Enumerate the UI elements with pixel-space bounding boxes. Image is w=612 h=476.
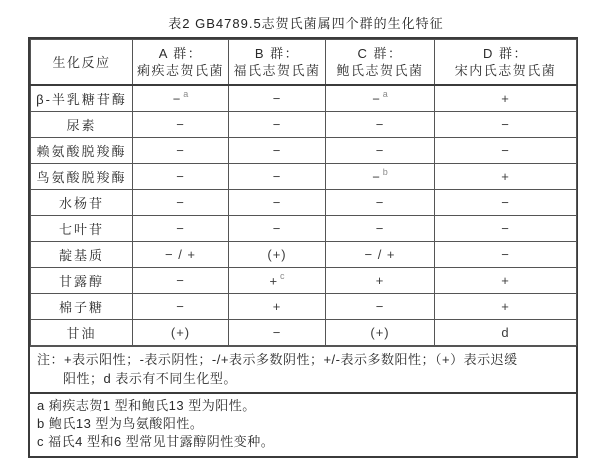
cell-value: − $^a$ <box>326 85 435 111</box>
table-note <box>30 346 576 392</box>
footnote-b: b 鲍氏13 型为鸟氨酸阳性。 <box>37 415 204 431</box>
footnote-marker: c <box>280 270 285 281</box>
cell-value: − <box>435 215 577 241</box>
cell-value: + <box>435 163 577 189</box>
col-header-group-b <box>229 40 326 86</box>
cell-value: − <box>435 189 577 215</box>
cell-value: − <box>133 267 229 293</box>
cell-value: − <box>133 189 229 215</box>
cell-value: − <box>229 163 326 189</box>
table-row <box>31 189 577 215</box>
row-label: 靛基质 <box>31 241 133 267</box>
col-header-group-d <box>435 40 577 86</box>
group-d-title: D 群： <box>482 46 528 61</box>
cell-value: − / + <box>326 241 435 267</box>
table-row <box>31 163 577 189</box>
table-row <box>31 267 577 293</box>
cell-value: − <box>229 111 326 137</box>
note-line-2: 阳性；d 表示有不同生化型。 <box>63 370 237 386</box>
cell-value: − <box>435 111 577 137</box>
row-label: 棉子糖 <box>31 293 133 319</box>
row-label: 甘油 <box>31 319 133 345</box>
row-label: 鸟氨酸脱羧酶 <box>31 163 133 189</box>
table-row <box>31 137 577 163</box>
cell-value: − <box>229 85 326 111</box>
cell-value: (+) <box>229 241 326 267</box>
cell-value: + <box>326 267 435 293</box>
table-row <box>31 319 577 345</box>
table-row <box>31 241 577 267</box>
cell-value: − <box>435 241 577 267</box>
col-header-group-c <box>326 40 435 86</box>
group-a-species: 痢疾志贺氏菌 <box>136 63 224 78</box>
row-label: 尿素 <box>31 111 133 137</box>
row-label: 七叶苷 <box>31 215 133 241</box>
cell-value: − <box>133 215 229 241</box>
row-label: 水杨苷 <box>31 189 133 215</box>
cell-value: − <box>229 137 326 163</box>
row-label: 赖氨酸脱羧酶 <box>31 137 133 163</box>
cell-value: − <box>229 215 326 241</box>
cell-value: − <box>326 111 435 137</box>
cell-value: − <box>229 189 326 215</box>
cell-value: + <box>435 85 577 111</box>
footnote-c: c 福氏4 型和6 型常见甘露醇阴性变种。 <box>37 433 275 449</box>
cell-value: − / + <box>133 241 229 267</box>
footnote-marker: a <box>382 89 388 100</box>
group-b-species: 福氏志贺氏菌 <box>233 63 321 78</box>
biochem-table-grid <box>30 39 577 346</box>
cell-value: − <box>326 137 435 163</box>
cell-value: − <box>229 319 326 345</box>
table-title: 表2 GB4789.5志贺氏菌属四个群的生化特征 <box>168 16 444 31</box>
group-b-title: B 群： <box>254 46 300 61</box>
table-row <box>31 85 577 111</box>
cell-value: − <box>133 163 229 189</box>
cell-value: + <box>435 267 577 293</box>
row-label: 甘露醇 <box>31 267 133 293</box>
table-row <box>31 111 577 137</box>
note-line-1: 注：+表示阳性；-表示阴性；-/+表示多数阴性；+/-表示多数阳性；（+）表示迟缓 <box>37 351 518 367</box>
row-label: β-半乳糖苷酶 <box>31 85 133 111</box>
col-header-group-a <box>133 40 229 86</box>
group-d-species: 宋内氏志贺氏菌 <box>454 63 557 78</box>
group-a-title: A 群： <box>158 46 203 61</box>
cell-value: d <box>435 319 577 345</box>
cell-value: (+) <box>326 319 435 345</box>
table-row <box>31 215 577 241</box>
cell-value: + $^c$ <box>229 267 326 293</box>
cell-value: + <box>435 293 577 319</box>
cell-value: − <box>326 293 435 319</box>
cell-value: − <box>133 293 229 319</box>
biochem-table <box>28 37 578 458</box>
group-c-species: 鲍氏志贺氏菌 <box>336 63 424 78</box>
cell-value: − <box>326 189 435 215</box>
footnote-marker: b <box>382 166 388 177</box>
table-row <box>31 293 577 319</box>
footnote-marker: a <box>183 89 189 100</box>
cell-value: − $^a$ <box>133 85 229 111</box>
table-footnotes <box>30 392 576 456</box>
group-c-title: C 群： <box>357 46 403 61</box>
header-row <box>31 40 577 86</box>
cell-value: (+) <box>133 319 229 345</box>
cell-value: − <box>133 111 229 137</box>
cell-value: − $^b$ <box>326 163 435 189</box>
footnote-a: a 痢疾志贺1 型和鲍氏13 型为阳性。 <box>37 397 256 413</box>
cell-value: − <box>133 137 229 163</box>
cell-value: − <box>435 137 577 163</box>
col-header-reaction: 生化反应 <box>31 40 133 86</box>
cell-value: + <box>229 293 326 319</box>
cell-value: − <box>326 215 435 241</box>
